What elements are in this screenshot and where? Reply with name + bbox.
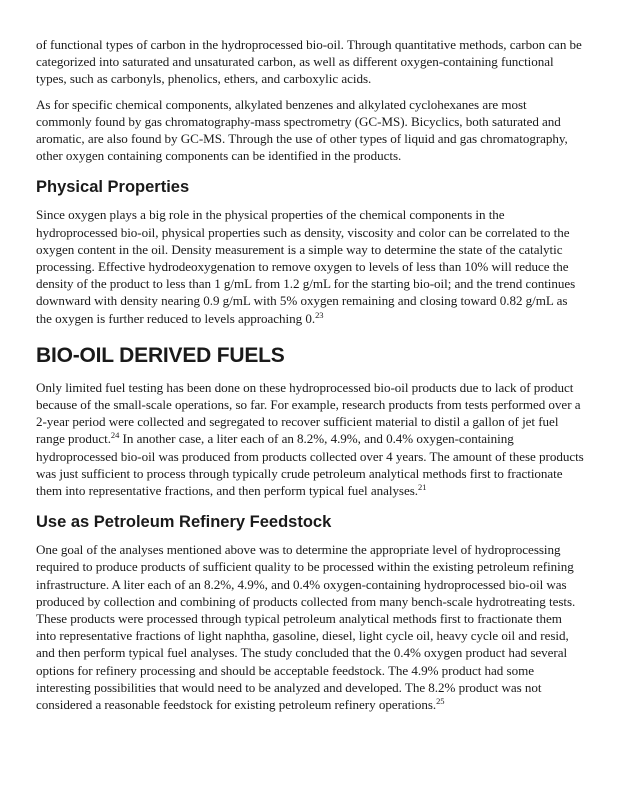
refinery-feedstock-text: One goal of the analyses mentioned above was to determine the appropriate level of hydroprocessing required to produce products of sufficient quality to be processed within the existing petroleum refining infrastructure. A liter each of an 8.2%, 4.9%, and 0.4% oxygen-containing hydroprocessed bio-oil was produced by collection and combining of products collected from many bench-scale hydrotreating tests. These products were processed through typical petroleum analytical methods first to fractionate them into representative fractions of light naphtha, gasoline, diesel, light cycle oil, heavy cycle oil and resid, and then perform typical fuel analyses. The study concluded that the 0.4% oxygen product had several options for refinery processing and should be acceptable feedstock. The 4.9% product had some interesting possibilities that would need to be analyzed and developed. The 8.2% product was not considered a reasonable feedstock for existing petroleum refinery operations. <box>36 542 576 713</box>
heading-physical-properties: Physical Properties <box>36 178 190 197</box>
paragraph-fuel-testing <box>36 379 584 499</box>
paragraph-refinery-feedstock <box>36 541 584 713</box>
fuel-testing-text-b: In another case, a liter each of an 8.2%, 4.9%, and 0.4% oxygen-containing hydroprocessed bio-oil was produced from products collected over 4 years. The amount of these products was just sufficient to process through typically crude petroleum analytical methods first to fractionate them into representative fractions, and then perform typical fuel analyses. <box>36 431 584 499</box>
fuel-testing-text-a: Only limited fuel testing has been done on these hydroprocessed bio-oil products due to lack of product because of the small-scale operations, so far. For example, research products from tests performed over a 2-year period were collected and segregated to recover sufficient material to distil a gallon of jet fuel range product. <box>36 379 581 447</box>
footnote-ref-23[interactable]: 23 <box>315 309 324 320</box>
footnote-ref-25[interactable]: 25 <box>436 696 445 707</box>
paragraph-physical-properties <box>36 206 584 326</box>
document-page <box>36 36 584 721</box>
paragraph-functional-types: of functional types of carbon in the hydroprocessed bio-oil. Through quantitative methods, carbon can be categorized into saturated and unsaturated carbon, as well as different oxygen-containing functional types, such as carbonyls, phenolics, ethers, and carboxylic acids. <box>36 37 582 87</box>
heading-bio-oil-derived-fuels: BIO-OIL DERIVED FUELS <box>36 343 285 367</box>
heading-refinery-feedstock: Use as Petroleum Refinery Feedstock <box>36 513 332 532</box>
paragraph-chemical-components: As for specific chemical components, alkylated benzenes and alkylated cyclohexanes are most commonly found by gas chromatography-mass spectrometry (GC-MS). Bicyclics, both saturated and aromatic, are also found by GC-MS. Through the use of other types of liquid and gas chromatography, other oxygen containing components can be identified in the products. <box>36 96 568 164</box>
physical-properties-text: Since oxygen plays a big role in the physical properties of the chemical components in the hydroprocessed bio-oil, physical properties such as density, viscosity and color can be correlated to the oxygen content in the oil. Density measurement is a simple way to determine the state of the catalytic processing. Effective hydrodeoxygenation to remove oxygen to levels of less than 10% will reduce the density of the product to less than 1 g/mL from 1.2 g/mL for the starting bio-oil; and the trend continues downward with density nearing 0.9 g/mL with 5% oxygen remaining and closing toward 0.82 g/mL as the oxygen is further reduced to levels approaching 0. <box>36 207 576 326</box>
footnote-ref-24[interactable]: 24 <box>110 430 120 441</box>
footnote-ref-21[interactable]: 21 <box>418 482 427 493</box>
